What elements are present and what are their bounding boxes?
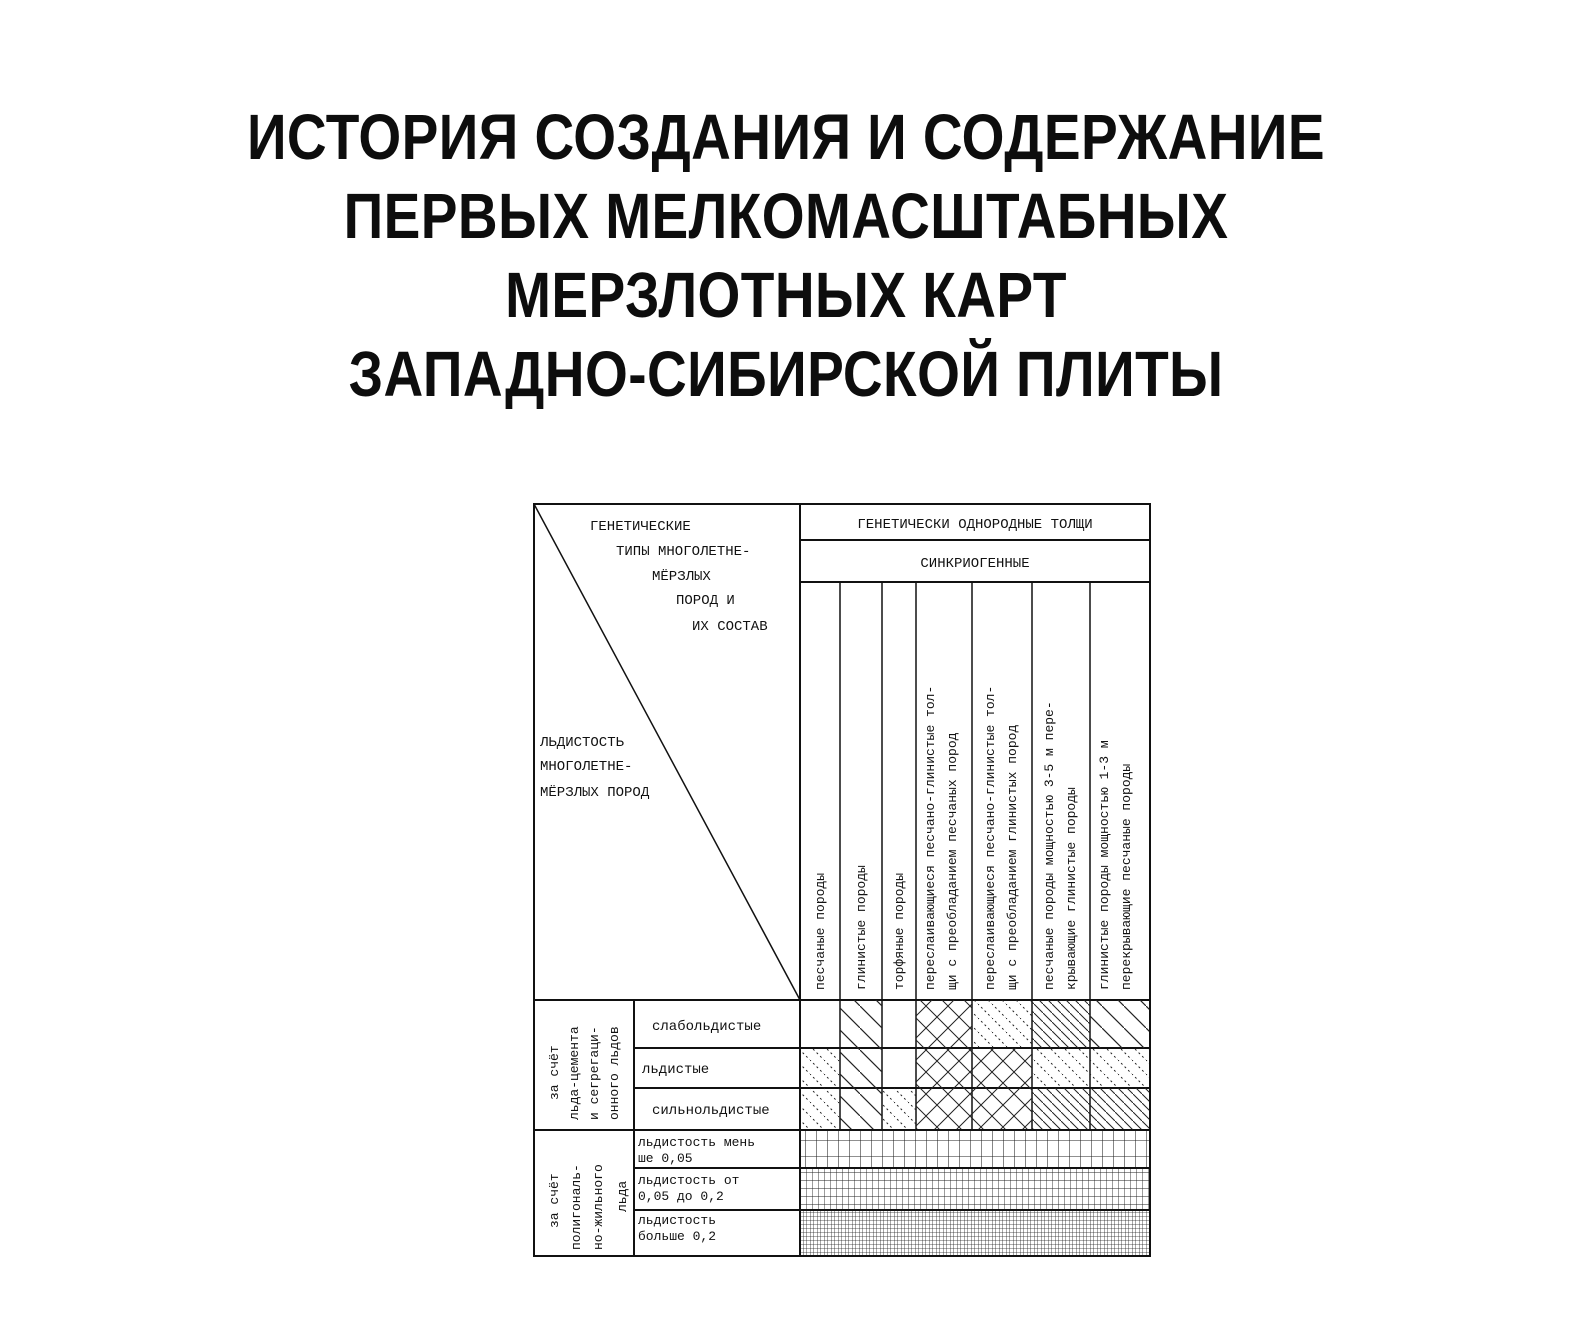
row-label-icy: льдистые <box>642 1062 710 1078</box>
column-label-interbedded-clay-1: переслаивающиеся песчано-глинистые тол- <box>983 685 998 990</box>
column-label-sandy: песчаные породы <box>813 872 828 990</box>
column-label-clay: глинистые породы <box>854 865 869 990</box>
swatch-grid-medium <box>800 1168 1150 1210</box>
legend-table-svg <box>530 500 1160 1265</box>
group2-label-4: льда <box>615 1180 630 1212</box>
row-label-strong-icy: сильнольдистые <box>652 1103 770 1119</box>
page-title <box>110 98 1462 414</box>
swatch-icy-interbedded-sandy <box>916 1048 972 1088</box>
row-label-ice-lt-005-2: ше 0,05 <box>638 1151 693 1166</box>
corner-label-top-2: ТИПЫ МНОГОЛЕТНЕ- <box>616 544 751 560</box>
group1-label-4: онного льдов <box>607 1026 622 1120</box>
corner-label-top-1: ГЕНЕТИЧЕСКИЕ <box>590 519 691 535</box>
row-label-ice-gt-02-2: больше 0,2 <box>638 1229 717 1244</box>
swatch-strong-peat <box>882 1088 916 1130</box>
swatches-weak-icy <box>840 1000 1150 1048</box>
column-label-interbedded-sandy-2: щи с преобладанием песчаных пород <box>945 732 960 990</box>
corner-label-bottom-1: ЛЬДИСТОСТЬ <box>540 735 625 751</box>
title-line-1: ИСТОРИЯ СОЗДАНИЯ И СОДЕРЖАНИЕ <box>246 101 1326 173</box>
column-label-sand-over-clay-1: песчаные породы мощностью 3-5 м пере- <box>1042 701 1057 990</box>
title-line-4: ЗАПАДНО-СИБИРСКОЙ ПЛИТЫ <box>348 338 1224 410</box>
swatch-weak-sand-over-clay <box>1032 1000 1090 1048</box>
swatch-weak-clay <box>840 1000 882 1048</box>
corner-label-top-3: МЁРЗЛЫХ <box>652 569 711 585</box>
swatch-strong-clay <box>840 1088 882 1130</box>
swatch-icy-clay <box>840 1048 882 1088</box>
group2-label-2: полигональ- <box>569 1164 584 1250</box>
corner-label-top-4: ПОРОД И <box>676 593 735 609</box>
row-label-ice-gt-02-1: льдистость <box>638 1213 717 1228</box>
swatch-strong-sand-over-clay <box>1032 1088 1090 1130</box>
swatch-weak-clay-over-sand <box>1090 1000 1150 1048</box>
corner-label-bottom-2: МНОГОЛЕТНЕ- <box>540 759 633 775</box>
swatches-strong-icy <box>800 1088 1150 1130</box>
swatch-grid-dense <box>800 1210 1150 1256</box>
column-label-clay-over-sand-1: глинистые породы мощностью 1-3 м <box>1097 740 1112 990</box>
column-label-interbedded-clay-2: щи с преобладанием глинистых пород <box>1005 724 1020 990</box>
group2-label-1: за счёт <box>547 1173 562 1228</box>
group1-label-2: льда-цемента <box>567 1026 582 1120</box>
header-main: ГЕНЕТИЧЕСКИ ОДНОРОДНЫЕ ТОЛЩИ <box>857 517 1093 533</box>
swatch-weak-interbedded-clay <box>972 1000 1032 1048</box>
row-label-ice-lt-005-1: льдистость мень <box>638 1135 756 1150</box>
row-label-ice-005-02-2: 0,05 до 0,2 <box>638 1189 724 1204</box>
row-label-weak-icy: слабольдистые <box>652 1019 762 1035</box>
title-line-3: МЕРЗЛОТНЫХ КАРТ <box>505 259 1067 331</box>
swatch-weak-interbedded-sandy <box>916 1000 972 1048</box>
swatch-grid-sparse <box>800 1130 1150 1168</box>
swatch-icy-sandy <box>800 1048 840 1088</box>
corner-label-top-5: ИХ СОСТАВ <box>692 619 768 635</box>
column-label-sand-over-clay-2: крывающие глинистые породы <box>1064 787 1079 990</box>
swatch-strong-interbedded-clay <box>972 1088 1032 1130</box>
swatch-strong-interbedded-sandy <box>916 1088 972 1130</box>
header-sub: СИНКРИОГЕННЫЕ <box>920 556 1030 572</box>
column-label-clay-over-sand-2: перекрывающие песчаные породы <box>1119 763 1134 990</box>
legend-table <box>530 500 1160 1270</box>
column-label-peat: торфяные породы <box>892 872 907 990</box>
swatch-icy-sand-over-clay <box>1032 1048 1090 1088</box>
swatch-icy-clay-over-sand <box>1090 1048 1150 1088</box>
column-label-interbedded-sandy-1: переслаивающиеся песчано-глинистые тол- <box>923 685 938 990</box>
swatch-icy-interbedded-clay <box>972 1048 1032 1088</box>
group2-label-3: но-жильного <box>591 1164 606 1250</box>
swatch-strong-clay-over-sand <box>1090 1088 1150 1130</box>
swatch-strong-sandy <box>800 1088 840 1130</box>
corner-label-bottom-3: МЁРЗЛЫХ ПОРОД <box>540 785 650 801</box>
group1-label-3: и сегрегаци- <box>587 1026 602 1120</box>
group1-label-1: за счёт <box>547 1045 562 1100</box>
row-label-ice-005-02-1: льдистость от <box>638 1173 740 1188</box>
title-line-2: ПЕРВЫХ МЕЛКОМАСШТАБНЫХ <box>343 180 1229 252</box>
swatches-icy <box>800 1048 1150 1088</box>
